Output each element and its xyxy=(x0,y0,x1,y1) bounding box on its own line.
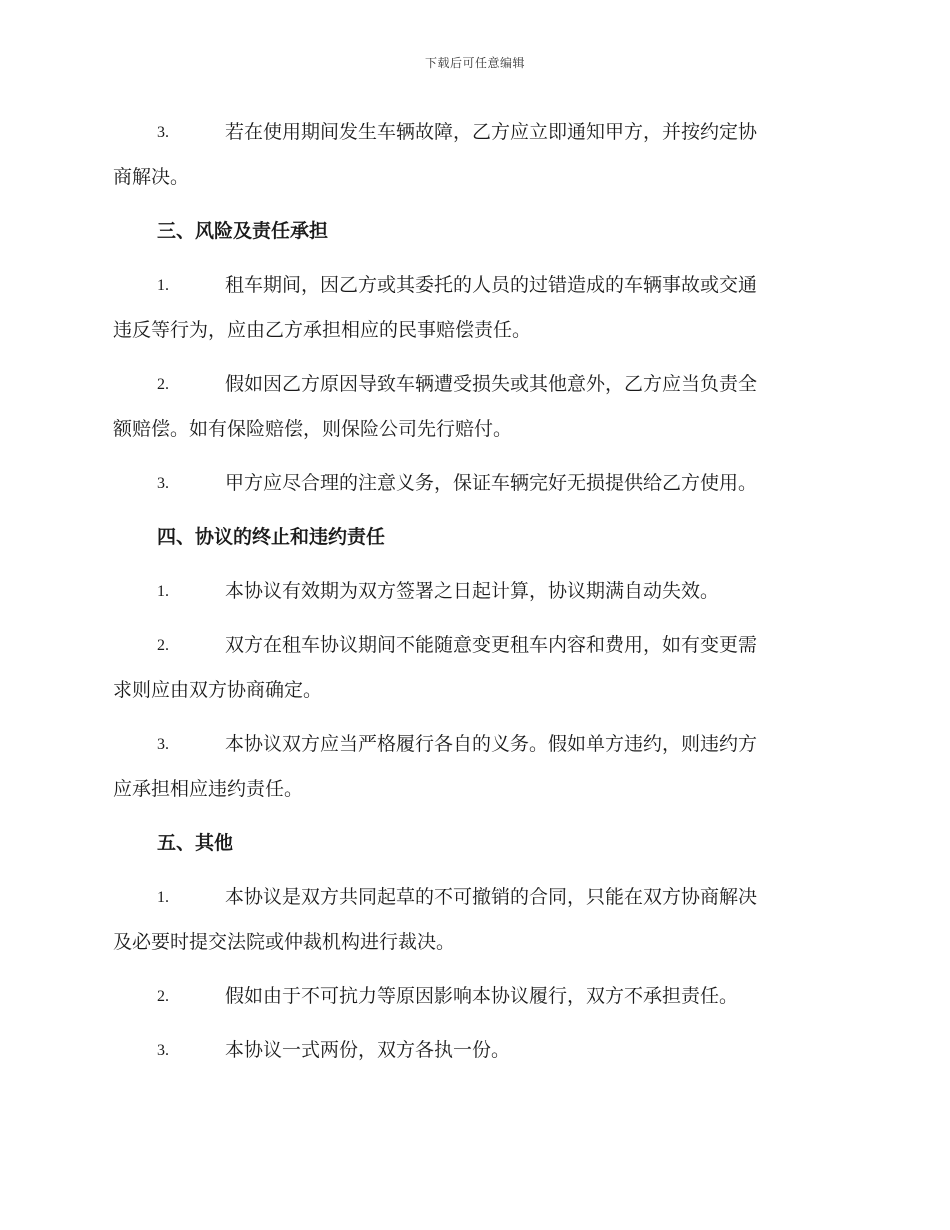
clause-text-line1: 本协议有效期为双方签署之日起计算，协议期满自动失效。 xyxy=(225,580,720,602)
clause-4-1 xyxy=(113,569,835,614)
clause-number: 2. xyxy=(157,988,169,1005)
clause-text-line1: 本协议双方应当严格履行各自的义务。假如单方违约，则违约方 xyxy=(225,733,758,755)
clause-text-line1: 本协议是双方共同起草的不可撤销的合同，只能在双方协商解决 xyxy=(225,886,758,908)
clause-4-2 xyxy=(113,623,835,713)
clause-5-3 xyxy=(113,1028,835,1073)
clause-text-line1: 假如由于不可抗力等原因影响本协议履行，双方不承担责任。 xyxy=(225,985,739,1007)
clause-3-1 xyxy=(113,263,835,353)
document-body xyxy=(113,110,835,1082)
clause-text-line2: 及必要时提交法院或仲裁机构进行裁决。 xyxy=(113,931,456,953)
clause-4-3 xyxy=(113,722,835,812)
clause-5-2 xyxy=(113,974,835,1019)
clause-number: 3. xyxy=(157,124,169,141)
clause-text-line2: 求则应由双方协商确定。 xyxy=(113,679,323,701)
section-heading-3: 三、风险及责任承担 xyxy=(157,220,329,242)
clause-text-line1: 假如因乙方原因导致车辆遭受损失或其他意外，乙方应当负责全 xyxy=(225,373,758,395)
clause-number: 2. xyxy=(157,376,169,393)
clause-text-line2: 违反等行为，应由乙方承担相应的民事赔偿责任。 xyxy=(113,319,532,341)
clause-5-1 xyxy=(113,875,835,965)
clause-number: 1. xyxy=(157,277,169,294)
clause-text-line1: 若在使用期间发生车辆故障，乙方应立即通知甲方，并按约定协 xyxy=(225,121,758,143)
clause-text-line1: 双方在租车协议期间不能随意变更租车内容和费用，如有变更需 xyxy=(225,634,758,656)
clause-text-line1: 租车期间，因乙方或其委托的人员的过错造成的车辆事故或交通 xyxy=(225,274,758,296)
clause-2-3 xyxy=(113,110,835,200)
clause-number: 1. xyxy=(157,583,169,600)
clause-text-line2: 应承担相应违约责任。 xyxy=(113,778,304,800)
clause-text-line2: 额赔偿。如有保险赔偿，则保险公司先行赔付。 xyxy=(113,418,513,440)
clause-text-line1: 甲方应尽合理的注意义务，保证车辆完好无损提供给乙方使用。 xyxy=(225,472,758,494)
clause-number: 3. xyxy=(157,1042,169,1059)
section-heading-4: 四、协议的终止和违约责任 xyxy=(157,526,386,548)
clause-number: 3. xyxy=(157,475,169,492)
clause-3-3 xyxy=(113,461,835,506)
clause-number: 2. xyxy=(157,637,169,654)
clause-3-2 xyxy=(113,362,835,452)
header-note: 下载后可任意编辑 xyxy=(424,56,525,70)
clause-text-line2: 商解决。 xyxy=(113,166,190,188)
clause-text-line1: 本协议一式两份，双方各执一份。 xyxy=(225,1039,511,1061)
clause-number: 3. xyxy=(157,736,169,753)
clause-number: 1. xyxy=(157,889,169,906)
section-heading-5: 五、其他 xyxy=(157,832,234,854)
